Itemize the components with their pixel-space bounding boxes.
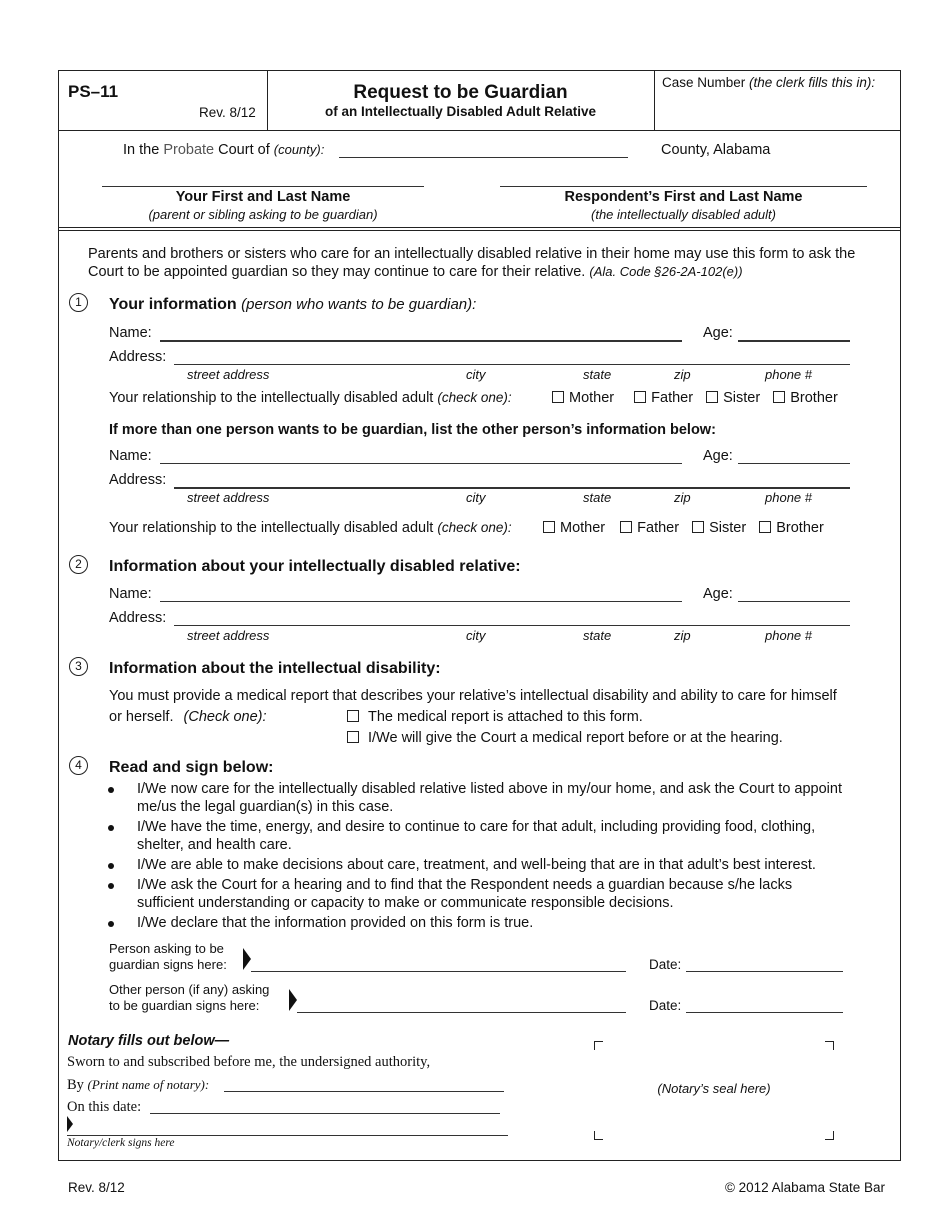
- section-3-text-line2: [109, 709, 267, 725]
- respondent-name-input[interactable]: [500, 186, 867, 187]
- seal-corner-icon: [825, 1041, 834, 1050]
- checkbox-report-attached[interactable]: [347, 710, 359, 722]
- option-father[interactable]: [634, 390, 693, 406]
- notary-by-label: By: [67, 1077, 84, 1093]
- other-addr-street-caption: street address: [187, 490, 270, 505]
- section-1-title: Your information: [109, 296, 237, 313]
- form-title: Request to be Guardian: [353, 82, 568, 103]
- bullet-5-line1: I/We declare that the information provided on this form is true.: [137, 915, 534, 931]
- addr-zip-caption: zip: [674, 367, 691, 382]
- court-line: [123, 142, 324, 158]
- bullet-2: [137, 818, 897, 854]
- other-addr-state-caption: state: [583, 490, 612, 505]
- other-addr-phone-caption: phone #: [765, 490, 812, 505]
- check-one-note: (check one):: [437, 390, 512, 405]
- checkbox-father[interactable]: [634, 391, 646, 403]
- section-1-heading: [109, 296, 476, 314]
- sig2-signature-input[interactable]: [297, 1012, 626, 1013]
- medical-option-later[interactable]: [347, 730, 783, 746]
- relative-age-label: Age:: [703, 586, 733, 602]
- section-3-title: Information about the intellectual disability:: [109, 660, 441, 677]
- relationship-label: Your relationship to the intellectually disabled adult: [109, 390, 434, 406]
- bullet-3: [137, 856, 897, 874]
- header-divider-right: [654, 70, 655, 130]
- option-brother-label: Brother: [790, 390, 838, 406]
- address-label: Address:: [109, 349, 167, 365]
- notary-name-input[interactable]: [224, 1091, 504, 1092]
- section-3-text-line2-text: or herself.: [109, 709, 174, 725]
- bullet-3-line1: I/We are able to make decisions about care, treatment, and well-being that are in that adult’s best interest.: [137, 857, 816, 873]
- option-brother-2[interactable]: [759, 520, 824, 536]
- age-label: Age:: [703, 325, 733, 341]
- relative-name-label: Name:: [109, 586, 152, 602]
- case-number-field[interactable]: [660, 96, 896, 126]
- relative-addr-state-caption: state: [583, 628, 612, 643]
- option-mother[interactable]: [552, 390, 614, 406]
- sig2-label-line1: Other person (if any) asking: [109, 982, 270, 997]
- bullet-2-dot: [108, 825, 114, 831]
- check-one-note-2: (check one):: [437, 520, 512, 535]
- section-3-marker: 3: [69, 657, 88, 676]
- section-1-marker: 1: [69, 293, 88, 312]
- other-age-input[interactable]: [738, 463, 850, 464]
- seal-corner-icon: [594, 1131, 603, 1140]
- name-label: Name:: [109, 325, 152, 341]
- section-4-title: Read and sign below:: [109, 759, 274, 776]
- form-subtitle: of an Intellectually Disabled Adult Relative: [324, 104, 597, 119]
- relationship-label-2: Your relationship to the intellectually disabled adult: [109, 520, 434, 536]
- other-addr-zip-caption: zip: [674, 490, 691, 505]
- other-address-input[interactable]: [174, 487, 850, 489]
- option-mother-label: Mother: [569, 390, 615, 406]
- caption-divider-top: [58, 227, 901, 228]
- checkbox-father-2[interactable]: [620, 521, 632, 533]
- bullet-1-dot: [108, 787, 114, 793]
- notary-date-label: On this date:: [67, 1099, 142, 1115]
- bullet-1: [137, 780, 897, 816]
- other-name-input[interactable]: [160, 463, 682, 464]
- addr-state-caption: state: [583, 367, 612, 382]
- header-divider: [58, 130, 901, 131]
- option-sister-label: Sister: [723, 390, 761, 406]
- county-label: (county):: [273, 142, 325, 157]
- checkbox-brother-2[interactable]: [759, 521, 771, 533]
- relative-addr-street-caption: street address: [187, 628, 270, 643]
- addr-street-caption: street address: [187, 367, 270, 382]
- seal-corner-icon: [825, 1131, 834, 1140]
- court-type: Probate: [163, 142, 215, 158]
- notary-by-line: [67, 1077, 209, 1094]
- seal-corner-icon: [594, 1041, 603, 1050]
- case-number-note: (the clerk fills this in):: [749, 75, 876, 90]
- medical-option-attached[interactable]: [347, 709, 643, 725]
- relationship-options-1: [552, 390, 838, 406]
- county-suffix: County, Alabama: [661, 142, 771, 158]
- relative-address-input[interactable]: [174, 625, 850, 626]
- other-age-label: Age:: [703, 448, 733, 464]
- option-father-2[interactable]: [620, 520, 679, 536]
- court-of: Court of: [218, 142, 270, 158]
- sig1-date-label: Date:: [649, 957, 682, 972]
- bullet-5: [137, 914, 897, 932]
- option-mother-2[interactable]: [543, 520, 605, 536]
- sign-here-arrow-icon: [289, 989, 297, 1011]
- checkbox-mother[interactable]: [552, 391, 564, 403]
- relative-addr-city-caption: city: [466, 628, 486, 643]
- option-father-label: Father: [651, 390, 694, 406]
- relative-name-input[interactable]: [160, 601, 682, 602]
- option-brother-label-2: Brother: [776, 520, 824, 536]
- your-name-input[interactable]: [102, 186, 424, 187]
- section-4-marker: 4: [69, 756, 88, 775]
- sig1-date-input[interactable]: [686, 971, 843, 972]
- medical-option-attached-label: The medical report is attached to this form.: [368, 709, 643, 725]
- notary-seal-label: (Notary’s seal here): [657, 1081, 771, 1096]
- medical-option-later-label: I/We will give the Court a medical report before or at the hearing.: [368, 730, 783, 746]
- bullet-2-line2: shelter, and health care.: [137, 837, 292, 853]
- bullet-5-dot: [108, 921, 114, 927]
- notary-by-note: (Print name of notary):: [87, 1077, 210, 1092]
- case-number-text: Case Number: [662, 75, 746, 90]
- option-sister[interactable]: [706, 390, 760, 406]
- bullet-4-dot: [108, 883, 114, 889]
- sig1-signature-input[interactable]: [251, 971, 626, 972]
- relative-age-input[interactable]: [738, 601, 850, 602]
- section-3-text-line1: You must provide a medical report that describes your relative’s intellectual disability and ability to care for himself: [109, 688, 837, 704]
- section-3-check-one: (Check one):: [183, 709, 267, 725]
- sig1-label-line2: guardian signs here:: [109, 957, 227, 972]
- relationship-options-2: [543, 520, 824, 536]
- your-name-note: (parent or sibling asking to be guardian): [148, 207, 378, 222]
- bullet-4-line1: I/We ask the Court for a hearing and to find that the Respondent needs a guardian because s/he lacks: [137, 877, 793, 893]
- option-brother[interactable]: [773, 390, 838, 406]
- caption-divider-bottom: [58, 230, 901, 231]
- bullet-1-line1: I/We now care for the intellectually disabled relative listed above in my/our home, and ask the Court to appoint: [137, 781, 842, 797]
- guardian-address-input[interactable]: [174, 364, 850, 365]
- footer-revision: Rev. 8/12: [68, 1180, 125, 1195]
- notary-signature-input[interactable]: [67, 1135, 508, 1136]
- section-2-marker: 2: [69, 555, 88, 574]
- checkbox-mother-2[interactable]: [543, 521, 555, 533]
- sig1-label-line1: Person asking to be: [109, 941, 224, 956]
- sign-here-arrow-icon: [243, 948, 251, 970]
- notary-heading: Notary fills out below—: [68, 1033, 230, 1049]
- checkbox-sister[interactable]: [706, 391, 718, 403]
- respondent-name-note: (the intellectually disabled adult): [591, 207, 776, 222]
- checkbox-brother[interactable]: [773, 391, 785, 403]
- other-name-label: Name:: [109, 448, 152, 464]
- sig2-label: [109, 982, 269, 1014]
- guardian-age-input[interactable]: [738, 340, 850, 342]
- intro-paragraph: [88, 245, 893, 281]
- relative-address-label: Address:: [109, 610, 167, 626]
- relative-addr-zip-caption: zip: [674, 628, 691, 643]
- sig1-label: [109, 941, 227, 973]
- option-mother-label-2: Mother: [560, 520, 606, 536]
- bullet-3-dot: [108, 863, 114, 869]
- notary-date-input[interactable]: [150, 1113, 500, 1114]
- other-person-heading: If more than one person wants to be guardian, list the other person’s information below:: [109, 422, 716, 438]
- footer-copyright: © 2012 Alabama State Bar: [724, 1180, 885, 1195]
- case-number-label: [662, 75, 875, 90]
- option-sister-2[interactable]: [692, 520, 746, 536]
- your-name-label: Your First and Last Name: [175, 189, 351, 205]
- guardian-name-input[interactable]: [160, 340, 682, 342]
- form-id: PS–11: [68, 82, 119, 101]
- checkbox-sister-2[interactable]: [692, 521, 704, 533]
- sig2-date-input[interactable]: [686, 1012, 843, 1013]
- notary-sign-arrow-icon: [67, 1116, 73, 1132]
- addr-phone-caption: phone #: [765, 367, 812, 382]
- sig2-date-label: Date:: [649, 998, 682, 1013]
- bullet-4: [137, 876, 897, 912]
- section-1-title-note: (person who wants to be guardian):: [241, 296, 477, 313]
- bullet-2-line1: I/We have the time, energy, and desire to continue to care for that adult, including providing food, clothing,: [137, 819, 816, 835]
- relative-addr-phone-caption: phone #: [765, 628, 812, 643]
- bullet-4-line2: sufficient understanding or capacity to make or communicate responsible decisions.: [137, 895, 674, 911]
- other-address-label: Address:: [109, 472, 167, 488]
- addr-city-caption: city: [466, 367, 486, 382]
- relationship-row-2: [109, 520, 512, 536]
- relationship-row-1: [109, 390, 512, 406]
- option-father-label-2: Father: [637, 520, 680, 536]
- court-prefix: In the: [123, 142, 160, 158]
- county-input[interactable]: [339, 157, 628, 158]
- respondent-name-label: Respondent’s First and Last Name: [564, 189, 803, 205]
- other-addr-city-caption: city: [466, 490, 486, 505]
- intro-citation: (Ala. Code §26-2A-102(e)): [589, 264, 743, 279]
- sig2-label-line2: to be guardian signs here:: [109, 998, 260, 1013]
- form-revision: Rev. 8/12: [199, 105, 256, 120]
- section-2-title: Information about your intellectually disabled relative:: [109, 558, 521, 575]
- notary-sworn: Sworn to and subscribed before me, the undersigned authority,: [67, 1054, 431, 1070]
- notary-signs-here: Notary/clerk signs here: [67, 1137, 175, 1149]
- option-sister-label-2: Sister: [709, 520, 747, 536]
- intro-text: Parents and brothers or sisters who care for an intellectually disabled relative in their home may use this form to ask the Court to be appointed guardian so they may continue to care for their relative.: [88, 246, 856, 280]
- bullet-1-line2: me/us the legal guardian(s) in this case.: [137, 799, 394, 815]
- checkbox-report-later[interactable]: [347, 731, 359, 743]
